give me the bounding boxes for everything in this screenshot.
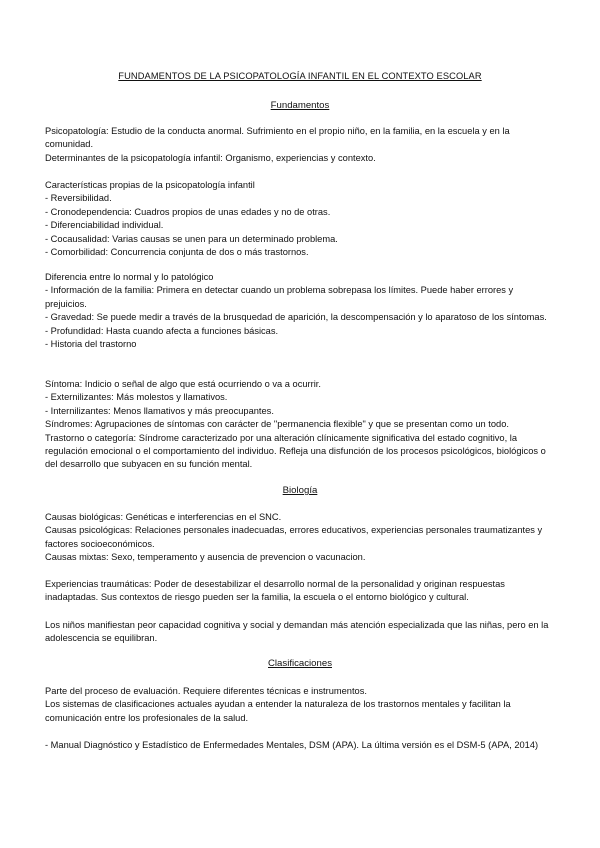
list-item: - Reversibilidad. xyxy=(45,193,112,204)
causas-psicologicas: Causas psicológicas: Relaciones personales inadecuadas, errores educativos, experiencias personales traumatizantes y factores socioeconómicos. xyxy=(45,525,543,549)
dsm-line: - Manual Diagnóstico y Estadístico de Enfermedades Mentales, DSM (APA). La última versión es el DSM-5 (APA, 2014) xyxy=(45,740,539,750)
paragraph-diferencia xyxy=(45,271,555,351)
causas-biologicas: Causas biológicas: Genéticas e interferencias en el SNC. xyxy=(45,512,282,522)
list-item: - Historia del trastorno xyxy=(45,339,137,350)
document-title: FUNDAMENTOS DE LA PSICOPATOLOGÍA INFANTIL EN EL CONTEXTO ESCOLAR xyxy=(118,71,482,81)
list-item: - Gravedad: Se puede medir a través de la brusquedad de aparición, la descompensación y lo aparatoso de los síntomas. xyxy=(45,312,547,323)
list-item: - Internilizantes: Menos llamativos y más preocupantes. xyxy=(45,405,274,416)
sindromes-definition: Síndromes: Agrupaciones de síntomas con carácter de "permanencia flexible" y que se presentan como un todo. xyxy=(45,419,509,430)
list-item: - Cronodependencia: Cuadros propios de unas edades y no de otras. xyxy=(45,206,331,217)
paragraph-ninos xyxy=(45,619,555,646)
paragraph-sintomas xyxy=(45,378,555,472)
diferencia-heading: Diferencia entre lo normal y lo patológico xyxy=(45,272,214,282)
paragraph-experiencias xyxy=(45,578,555,605)
list-item: - Profundidad: Hasta cuando afecta a funciones básicas. xyxy=(45,325,279,336)
paragraph-dsm xyxy=(45,739,555,752)
list-item: - Información de la familia: Primera en detectar cuando un problema sobrepasa los límites. Puede haber errores y prejuicios. xyxy=(45,285,514,309)
determinantes-line: Determinantes de la psicopatología infantil: Organismo, experiencias y contexto. xyxy=(45,152,376,163)
trastorno-definition: Trastorno o categoría: Síndrome caracterizado por una alteración clínicamente significativa del estado cognitivo, la regulación emocional o el comportamiento del individuo. Refleja una disfunción de los procesos psicológicos, biológicos o del desarrollo que subyacen en su función mental. xyxy=(45,432,546,470)
paragraph-clasificaciones xyxy=(45,685,555,725)
caracteristicas-heading: Características propias de la psicopatología infantil xyxy=(45,180,255,190)
experiencias-traumaticas: Experiencias traumáticas: Poder de desestabilizar el desarrollo normal de la personalidad y originan respuestas inadaptadas. Sus contextos de riesgo pueden ser la familia, la escuela o el entorno biológico y cultural. xyxy=(45,579,505,603)
list-item: - Comorbilidad: Concurrencia conjunta de dos o más trastornos. xyxy=(45,247,309,258)
ninos-note: Los niños manifiestan peor capacidad cognitiva y social y demandan más atención especializada que las niñas, pero en la adolescencia se equilibran. xyxy=(45,620,549,644)
section-heading-fundamentos: Fundamentos xyxy=(270,100,330,111)
list-item: - Externilizantes: Más molestos y llamativos. xyxy=(45,392,228,403)
paragraph-definitions xyxy=(45,125,555,165)
list-item: - Cocausalidad: Varias causas se unen para un determinado problema. xyxy=(45,233,338,244)
sintoma-definition: Síntoma: Indicio o señal de algo que está ocurriendo o va a ocurrir. xyxy=(45,379,321,389)
psicopatologia-definition: Psicopatología: Estudio de la conducta anormal. Sufrimiento en el propio niño, en la familia, en la escuela y en la comunidad. xyxy=(45,126,510,150)
evaluacion-line: Parte del proceso de evaluación. Requiere diferentes técnicas e instrumentos. xyxy=(45,686,367,696)
sistemas-line: Los sistemas de clasificaciones actuales ayudan a entender la naturaleza de los trastornos mentales y facilitan la comunicación entre los profesionales de la salud. xyxy=(45,699,511,723)
paragraph-causas xyxy=(45,511,555,565)
list-item: - Diferenciabilidad individual. xyxy=(45,220,164,231)
section-heading-clasificaciones: Clasificaciones xyxy=(268,658,332,669)
causas-mixtas: Causas mixtas: Sexo, temperamento y ausencia de prevencion o vacunacion. xyxy=(45,552,366,563)
paragraph-caracteristicas xyxy=(45,179,555,259)
section-heading-biologia: Biología xyxy=(282,485,318,496)
